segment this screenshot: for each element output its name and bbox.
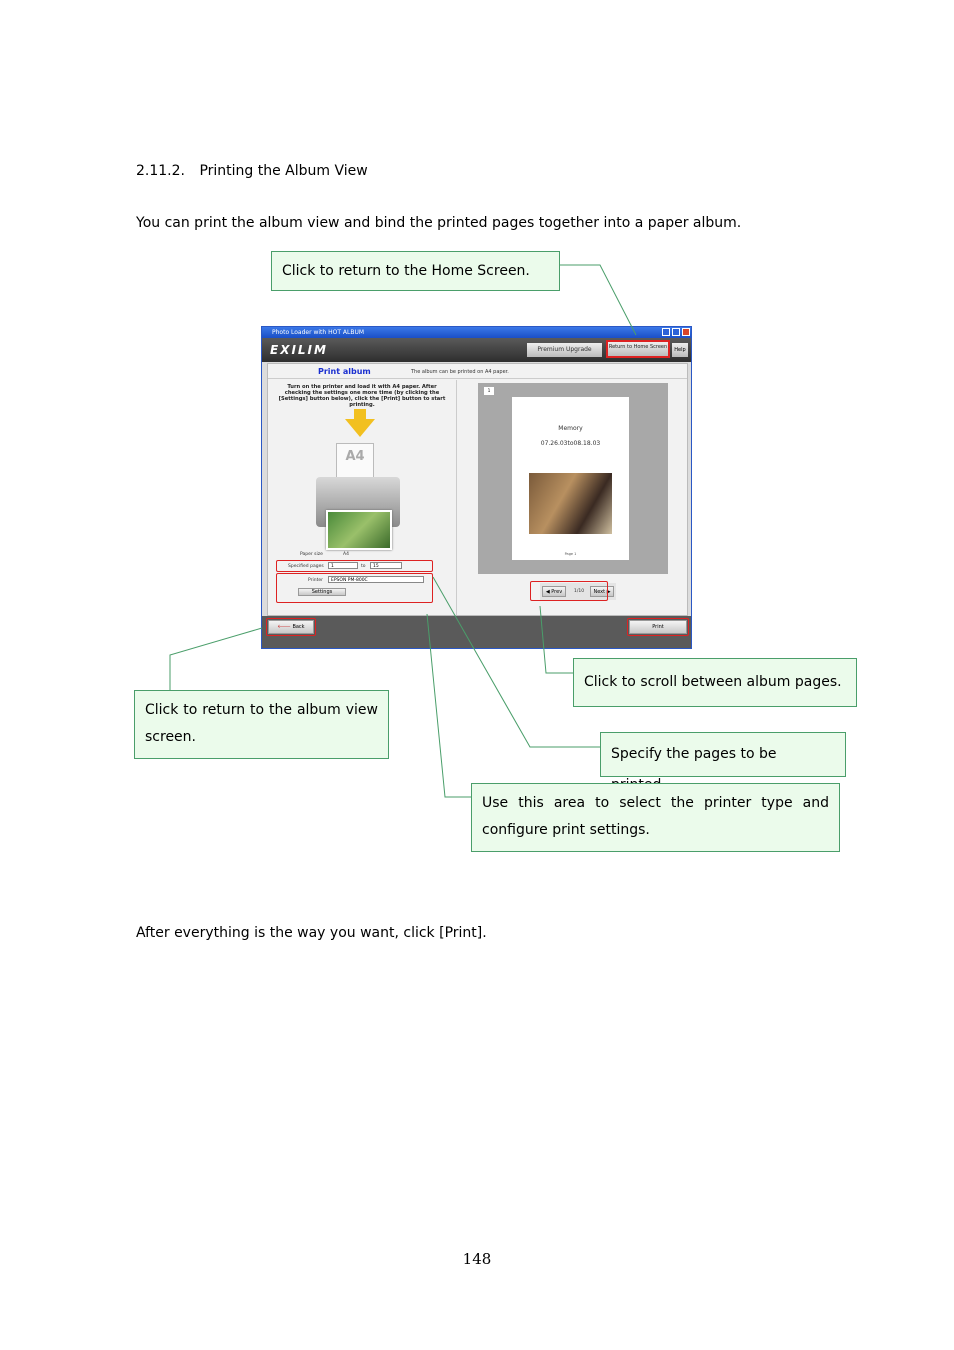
sheet-page-number: Page 1 [564,552,577,556]
leader-back [170,628,262,690]
closing-paragraph: After everything is the way you want, click [Print]. [136,925,487,941]
intro-paragraph: You can print the album view and bind the printed pages together into a paper album. [136,215,742,231]
return-home-button[interactable]: Return to Home Screen [606,340,670,358]
back-button[interactable]: 🡐 Back [268,620,314,634]
page-from-select[interactable]: 1 [328,562,358,569]
sheet-date: 07.26.03to08.18.03 [540,440,601,447]
callout-printer: Use this area to select the printer type and configure print settings. [471,783,840,852]
callout-back: Click to return to the album view screen. [134,690,389,759]
specified-pages-label: Specified pages [288,564,324,569]
help-button[interactable]: Help [672,343,688,357]
back-highlight [266,618,316,636]
printer-select[interactable]: EPSON PM-800C [328,576,424,583]
printed-photo-icon [326,510,392,550]
panel-title: Print album [318,367,371,376]
preview-page-index: 1 [484,387,494,395]
section-heading [136,163,368,179]
paper-size-value: A4 [343,552,349,557]
album-sheet [512,397,629,560]
app-header [262,338,691,362]
callout-scroll: Click to scroll between album pages. [573,658,857,707]
page-to-select[interactable]: 15 [370,562,402,569]
app-screenshot [261,326,692,649]
settings-button[interactable]: Settings [298,588,346,596]
page-number: 148 [462,1250,492,1268]
back-arrow-icon: 🡐 [277,624,291,630]
callout-pages: Specify the pages to be [600,732,846,777]
print-album-panel [267,363,688,616]
print-button[interactable]: Print [629,620,687,634]
a4-paper-icon: A4 [336,443,374,485]
specified-pages-highlight [276,560,433,572]
printer-label: Printer [308,578,323,583]
page-to-label: to [361,564,366,569]
leader-home [560,265,636,335]
paper-size-label: Paper size [300,552,323,557]
window-titlebar [262,327,691,338]
callout-home: Click to return to the Home Screen. [271,251,560,291]
print-instructions: Turn on the printer and load it with A4 paper. After checking the settings one more time (by clicking the [Settings] button below), click the [Print] button to start printing. [278,384,446,408]
album-photo [529,473,612,534]
divider [268,378,687,379]
album-preview [478,383,668,574]
sheet-title: Memory [558,425,583,432]
bottom-bar [262,616,691,649]
section-title: Printing the Album View [199,163,368,179]
next-page-button[interactable]: Next ▶ [590,586,614,597]
close-icon[interactable] [682,328,690,336]
prev-page-button[interactable]: ◀ Prev [542,586,566,597]
premium-upgrade-button[interactable]: Premium Upgrade [527,343,602,357]
page-counter: 1/10 [574,589,585,594]
printer-settings-highlight [276,573,433,603]
window-title: Photo Loader with HOT ALBUM [272,329,365,336]
section-number: 2.11.2. [136,163,185,179]
maximize-icon[interactable] [672,328,680,336]
minimize-icon[interactable] [662,328,670,336]
print-highlight [627,618,689,636]
panel-note: The album can be printed on A4 paper. [411,369,509,375]
divider [456,380,457,615]
exilim-logo: EXILIM [270,343,328,357]
page-nav-highlight [530,581,608,601]
arrow-down-icon [345,419,375,437]
